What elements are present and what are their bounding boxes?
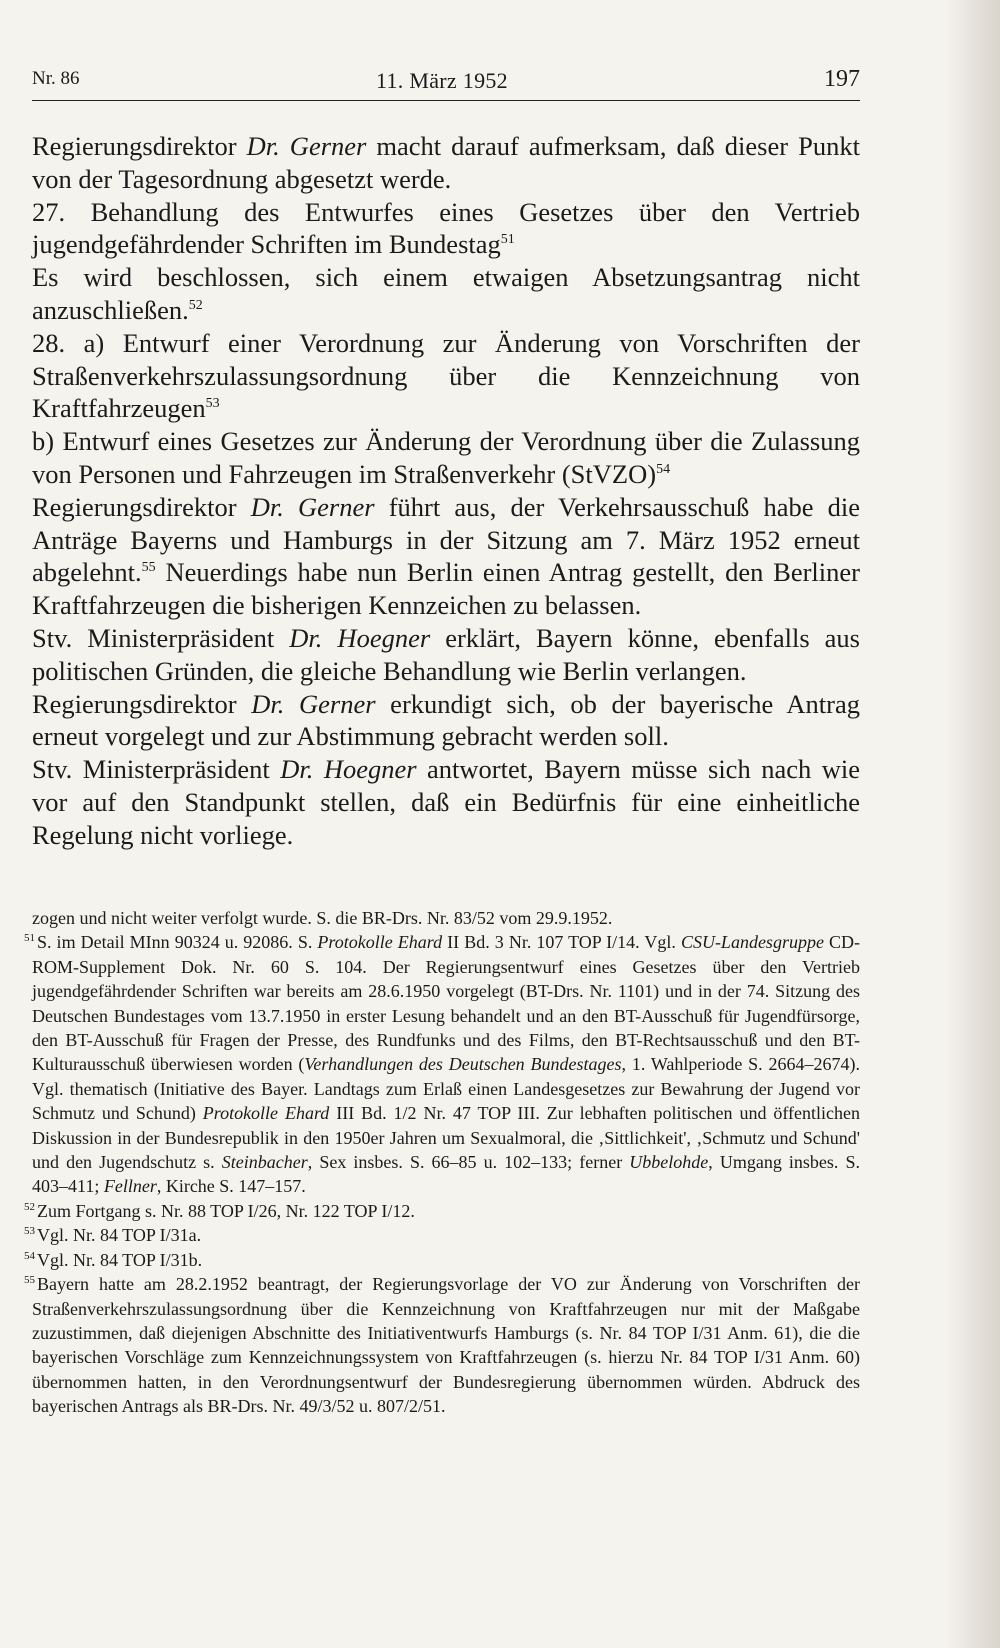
- agenda-item-28b: b) Entwurf eines Gesetzes zur Änderung der Verordnung über die Zulassung von Personen und Fahrzeugen im Straßenverkehr (StVZO)$^{54}$: [32, 426, 860, 489]
- speaker-name: Dr. Gerner: [250, 491, 375, 522]
- footnotes: [24, 906, 860, 1419]
- page-edge-shadow: [944, 0, 1000, 1648]
- footnote-ref: 55: [141, 560, 156, 576]
- paragraph: Regierungsdirektor Dr. Gerner erkundigt sich, ob der bayerische Antrag erneut vorgelegt und zur Abstimmung gebracht werden soll.: [32, 688, 860, 752]
- footnote-ref: 54: [656, 462, 671, 478]
- main-text: [32, 130, 860, 852]
- agenda-item-28a: 28. a) Entwurf einer Verordnung zur Änderung von Vorschriften der Straßenverkehrszulassungsordnung über die Kennzeichnung von Kraftfahrzeugen$^{53}$: [32, 327, 860, 424]
- speaker-name: Dr. Hoegner: [289, 622, 431, 653]
- page-number: 197: [824, 66, 860, 92]
- paragraph: Stv. Ministerpräsident Dr. Hoegner erklärt, Bayern könne, ebenfalls aus politischen Gründen, die gleiche Behandlung wie Berlin verlangen.: [32, 622, 860, 686]
- paragraph: Es wird beschlossen, sich einem etwaigen Absetzungsantrag nicht anzuschließen.$^{52}$: [32, 262, 860, 325]
- footnote-54: $^{54}$ Vgl. Nr. 84 TOP I/31b.: [24, 1249, 203, 1270]
- footnote-ref: 53: [205, 396, 220, 412]
- footnote-55: $^{55}$ Bayern hatte am 28.2.1952 beantragt, der Regierungsvorlage der VO zur Änderung von Vorschriften der Straßenverkehrszulassungsordnung über die Kennzeichnung von Kraftfahrzeugen nur mit der Maßgabe zuzustimmen, daß diejenigen Abschnitte des Initiativentwurfs Hamburgs (s. Nr. 84 TOP I/31 Anm. 61), die die bayerischen Vorschläge zum Kennzeichnungssystem von Kraftfahrzeugen (s. hierzu Nr. 84 TOP I/31 Anm. 60) übernommen hatten, in den Verordnungsentwurf der Bundesregierung übernommen würden. Abdruck des bayerischen Antrags als BR-Drs. Nr. 49/3/52 u. 807/2/51.: [24, 1274, 860, 1417]
- agenda-item-27: 27. Behandlung des Entwurfes eines Gesetzes über den Vertrieb jugendgefährdender Schriften im Bundestag$^{51}$: [32, 196, 860, 260]
- speaker-name: Dr. Hoegner: [280, 754, 417, 785]
- footnote-51: $^{51}$ S. im Detail MInn 90324 u. 92086. S. Protokolle Ehard II Bd. 3 Nr. 107 TOP I/14. Vgl. CSU-Landesgruppe CD-ROM-Supplement Dok. Nr. 60 S. 104. Der Regierungsentwurf eines Gesetzes über den Vertrieb jugendgefährdender Schriften war bereits am 28.6.1950 vorgelegt (BT-Drs. Nr. 1101) und in der 74. Sitzung des Deutschen Bundestages vom 13.7.1950 in erster Lesung behandelt und an den BT-Ausschuß für Jugendfürsorge, den BT-Ausschuß für Fragen der Presse, des Rundfunks und des Films, den BT-Rechtsausschuß und den BT-Kulturausschuß überwiesen worden (Verhandlungen des Deutschen Bundestages, 1. Wahlperiode S. 2664–2674). Vgl. thematisch (Initiative des Bayer. Landtags zum Erlaß einen Landesgesetzes zur Bewahrung der Jugend vor Schmutz und Schund) Protokolle Ehard III Bd. 1/2 Nr. 47 TOP III. Zur lebhaften politischen und öffentlichen Diskussion in der Bundesrepublik in den 1950er Jahren um Sexualmoral, die ‚Sittlichkeit', ‚Schmutz und Schund' und den Jugendschutz s. Steinbacher, Sex insbes. S. 66–85 u. 102–133; ferner Ubbelohde, Umgang insbes. S. 403–411; Fellner, Kirche S. 147–157.: [24, 932, 860, 1197]
- footnote-ref: 52: [188, 298, 203, 314]
- speaker-name: Dr. Gerner: [251, 688, 376, 719]
- paragraph: Stv. Ministerpräsident Dr. Hoegner antwortet, Bayern müsse sich nach wie vor auf den Standpunkt stellen, daß ein Bedürfnis für eine einheitliche Regelung nicht vorliege.: [32, 754, 860, 850]
- footnote-continuation: zogen und nicht weiter verfolgt wurde. S. die BR-Drs. Nr. 83/52 vom 29.9.1952.: [32, 908, 613, 928]
- running-header: [32, 64, 860, 101]
- footnote-53: $^{53}$ Vgl. Nr. 84 TOP I/31a.: [24, 1225, 202, 1246]
- footnote-52: $^{52}$ Zum Fortgang s. Nr. 88 TOP I/26, Nr. 122 TOP I/12.: [24, 1200, 415, 1221]
- speaker-name: Dr. Gerner: [246, 131, 367, 161]
- document-number: Nr. 86: [32, 68, 80, 89]
- footnote-ref: 51: [500, 232, 515, 248]
- paragraph: Regierungsdirektor Dr. Gerner führt aus, der Verkehrsausschuß habe die Anträge Bayerns und Hamburgs in der Sitzung am 7. März 1952 erneut abgelehnt.$^{55}$ Neuerdings habe nun Berlin einen Antrag gestellt, den Berliner Kraftfahrzeugen die bisherigen Kennzeichen zu belassen.: [32, 491, 860, 621]
- meeting-date: 11. März 1952: [375, 68, 508, 93]
- paragraph: Regierungsdirektor Dr. Gerner macht darauf aufmerksam, daß dieser Punkt von der Tagesordnung abgesetzt werde.: [32, 131, 860, 194]
